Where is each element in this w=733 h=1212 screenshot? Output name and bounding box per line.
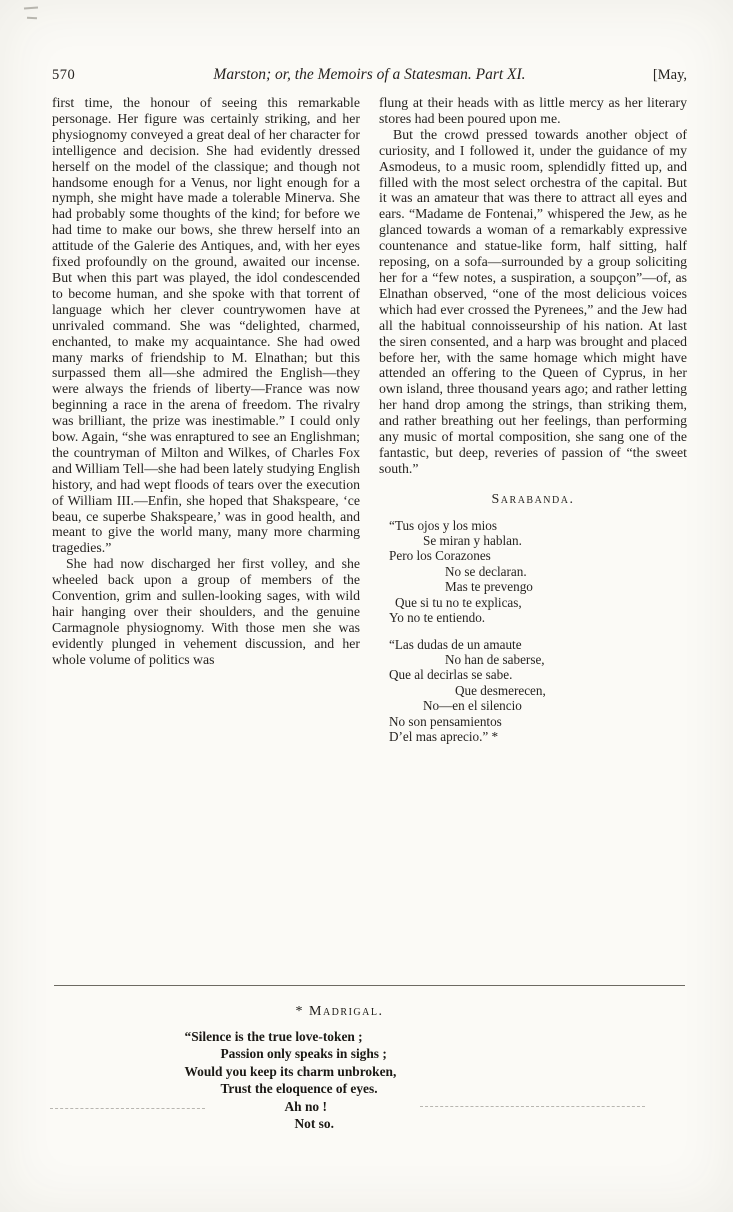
scan-artifact: [24, 7, 38, 10]
left-column: [52, 95, 360, 973]
page-number: 570: [52, 67, 76, 83]
poem-line: Se miran y hablan.: [423, 533, 522, 549]
paragraph: flung at their heads with as little mercy as her literary stores had been poured upon me.: [379, 95, 687, 126]
poem-line: D’el mas aprecio.” *: [389, 728, 499, 744]
poem-stanza: [389, 637, 687, 745]
paragraph: first time, the honour of seeing this remarkable personage. Her figure was certainly striking, and her physiognomy conveyed a great deal of her character for intelligence and decision. She had evidently dressed herself on the model of the classique; and though not handsome enough for a Venus, nor light enough for a nymph, she might have made a tolerable Minerva. She had probably some thoughts of the kind; for before we had time to make our bows, she threw herself into an attitude of the Galerie des Antiques, and, with her eyes fixed profoundly on the ground, awaited our incense. But when this part was played, the idol condescended to become human, and she spoke with that torrent of language which her clever countrywomen have at unrivaled command. She was “delighted, charmed, enchanted, to make my acquaintance. She had owed many marks of friendship to M. Elnathan; but this surpassed them all—she admired the English—they were always the friends of liberty—France was now beginning a race in the arena of freedom. The rivalry was brilliant, the prize was inestimable.” I could only bow. Again, “she was enraptured to see an Englishman; the countryman of Milton and Wilkes, of Charles Fox and William Tell—she had been lately studying English history, and had wept floods of tears over the execution of William III.—Enfin, she hoped that Shakspeare, ‘ce beau, ce superbe Shakspeare,’ was in good health, and meant to give the world many, many more charming tragedies.”: [52, 95, 360, 556]
paragraph: But the crowd pressed towards another object of curiosity, and I followed it, under the guidance of my Asmodeus, to a music room, splendidly fitted up, and filled with the most select orchestra of the capital. But it was an amateur that was there to attract all eyes and ears. “Madame de Fontenai,” whispered the Jew, as he glanced towards a woman of a remarkably expressive countenance and statue-like form, half sitting, half reposing, on a sofa—surrounded by a group soliciting her for a “few notes, a suspiration, a soupçon”—of, as Elnathan observed, “one of the most delicious voices which had ever crossed the Pyrenees,” and the Jew had all the habitual connoisseurship of his nation. At last the siren consented, and a harp was brought and placed before her, with the same homage which might have attended an offering to the Queen of Cyprus, in her own island, three thousand years ago; and rather letting her hand drop among the strings, than striking them, and rather breathing out her feelings, than performing any music of mortal composition, she sang one of the fantastic, but deep, reveries of passion of “the sweet south.”: [379, 126, 687, 476]
poem-line: No son pensamientos: [389, 713, 502, 729]
running-head: [52, 66, 687, 84]
scan-artifact: [27, 17, 37, 20]
poem-line: Que al decirlas se sabe.: [389, 667, 513, 683]
paragraph: She had now discharged her first volley, and she wheeled back upon a group of members of the Convention, grim and sullen-looking sages, with wild hair hanging over their shoulders, and the genuine Carmagnole physiognomy. With those men she was evidently plunged in vehement discussion, and her whole volume of politics was: [52, 556, 360, 667]
poem-line: Mas te prevengo: [445, 579, 533, 595]
footnote: [52, 1003, 687, 1133]
poem-line: “Las dudas de un amaute: [389, 636, 522, 652]
poem-line: Que desmerecen,: [455, 682, 546, 698]
footnote-line: Trust the eloquence of eyes.: [220, 1081, 378, 1096]
footnote-line: Would you keep its charm unbroken,: [184, 1063, 397, 1079]
poem-line: Yo no te entiendo.: [389, 610, 486, 626]
poem-line: Pero los Corazones: [389, 548, 491, 564]
poem-stanza: [389, 518, 687, 626]
page-content: [52, 66, 687, 1133]
poem-line: “Tus ojos y los mios: [389, 517, 497, 533]
footnote-rule: [54, 985, 685, 986]
footnote-line: “Silence is the true love-token ;: [184, 1028, 363, 1044]
footnote-line: Passion only speaks in sighs ;: [220, 1046, 387, 1061]
footnote-title: * Madrigal.: [295, 1004, 384, 1019]
poem-line: No se declaran.: [445, 563, 527, 579]
footnote-line: Not so.: [294, 1116, 334, 1131]
poem: [379, 518, 687, 745]
footnote-madrigal: [185, 1028, 555, 1133]
text-columns: [52, 95, 687, 973]
issue-date: [May,: [652, 67, 687, 83]
poem-line: No han de saberse,: [445, 651, 545, 667]
footnote-line: Ah no !: [284, 1098, 327, 1114]
poem-title: Sarabanda.: [491, 491, 575, 507]
poem-line: No—en el silencio: [423, 698, 522, 714]
poem-line: Que si tu no te explicas,: [395, 594, 522, 610]
right-column: [379, 95, 687, 973]
running-title: Marston; or, the Memoirs of a Statesman. Part XI.: [213, 66, 526, 83]
